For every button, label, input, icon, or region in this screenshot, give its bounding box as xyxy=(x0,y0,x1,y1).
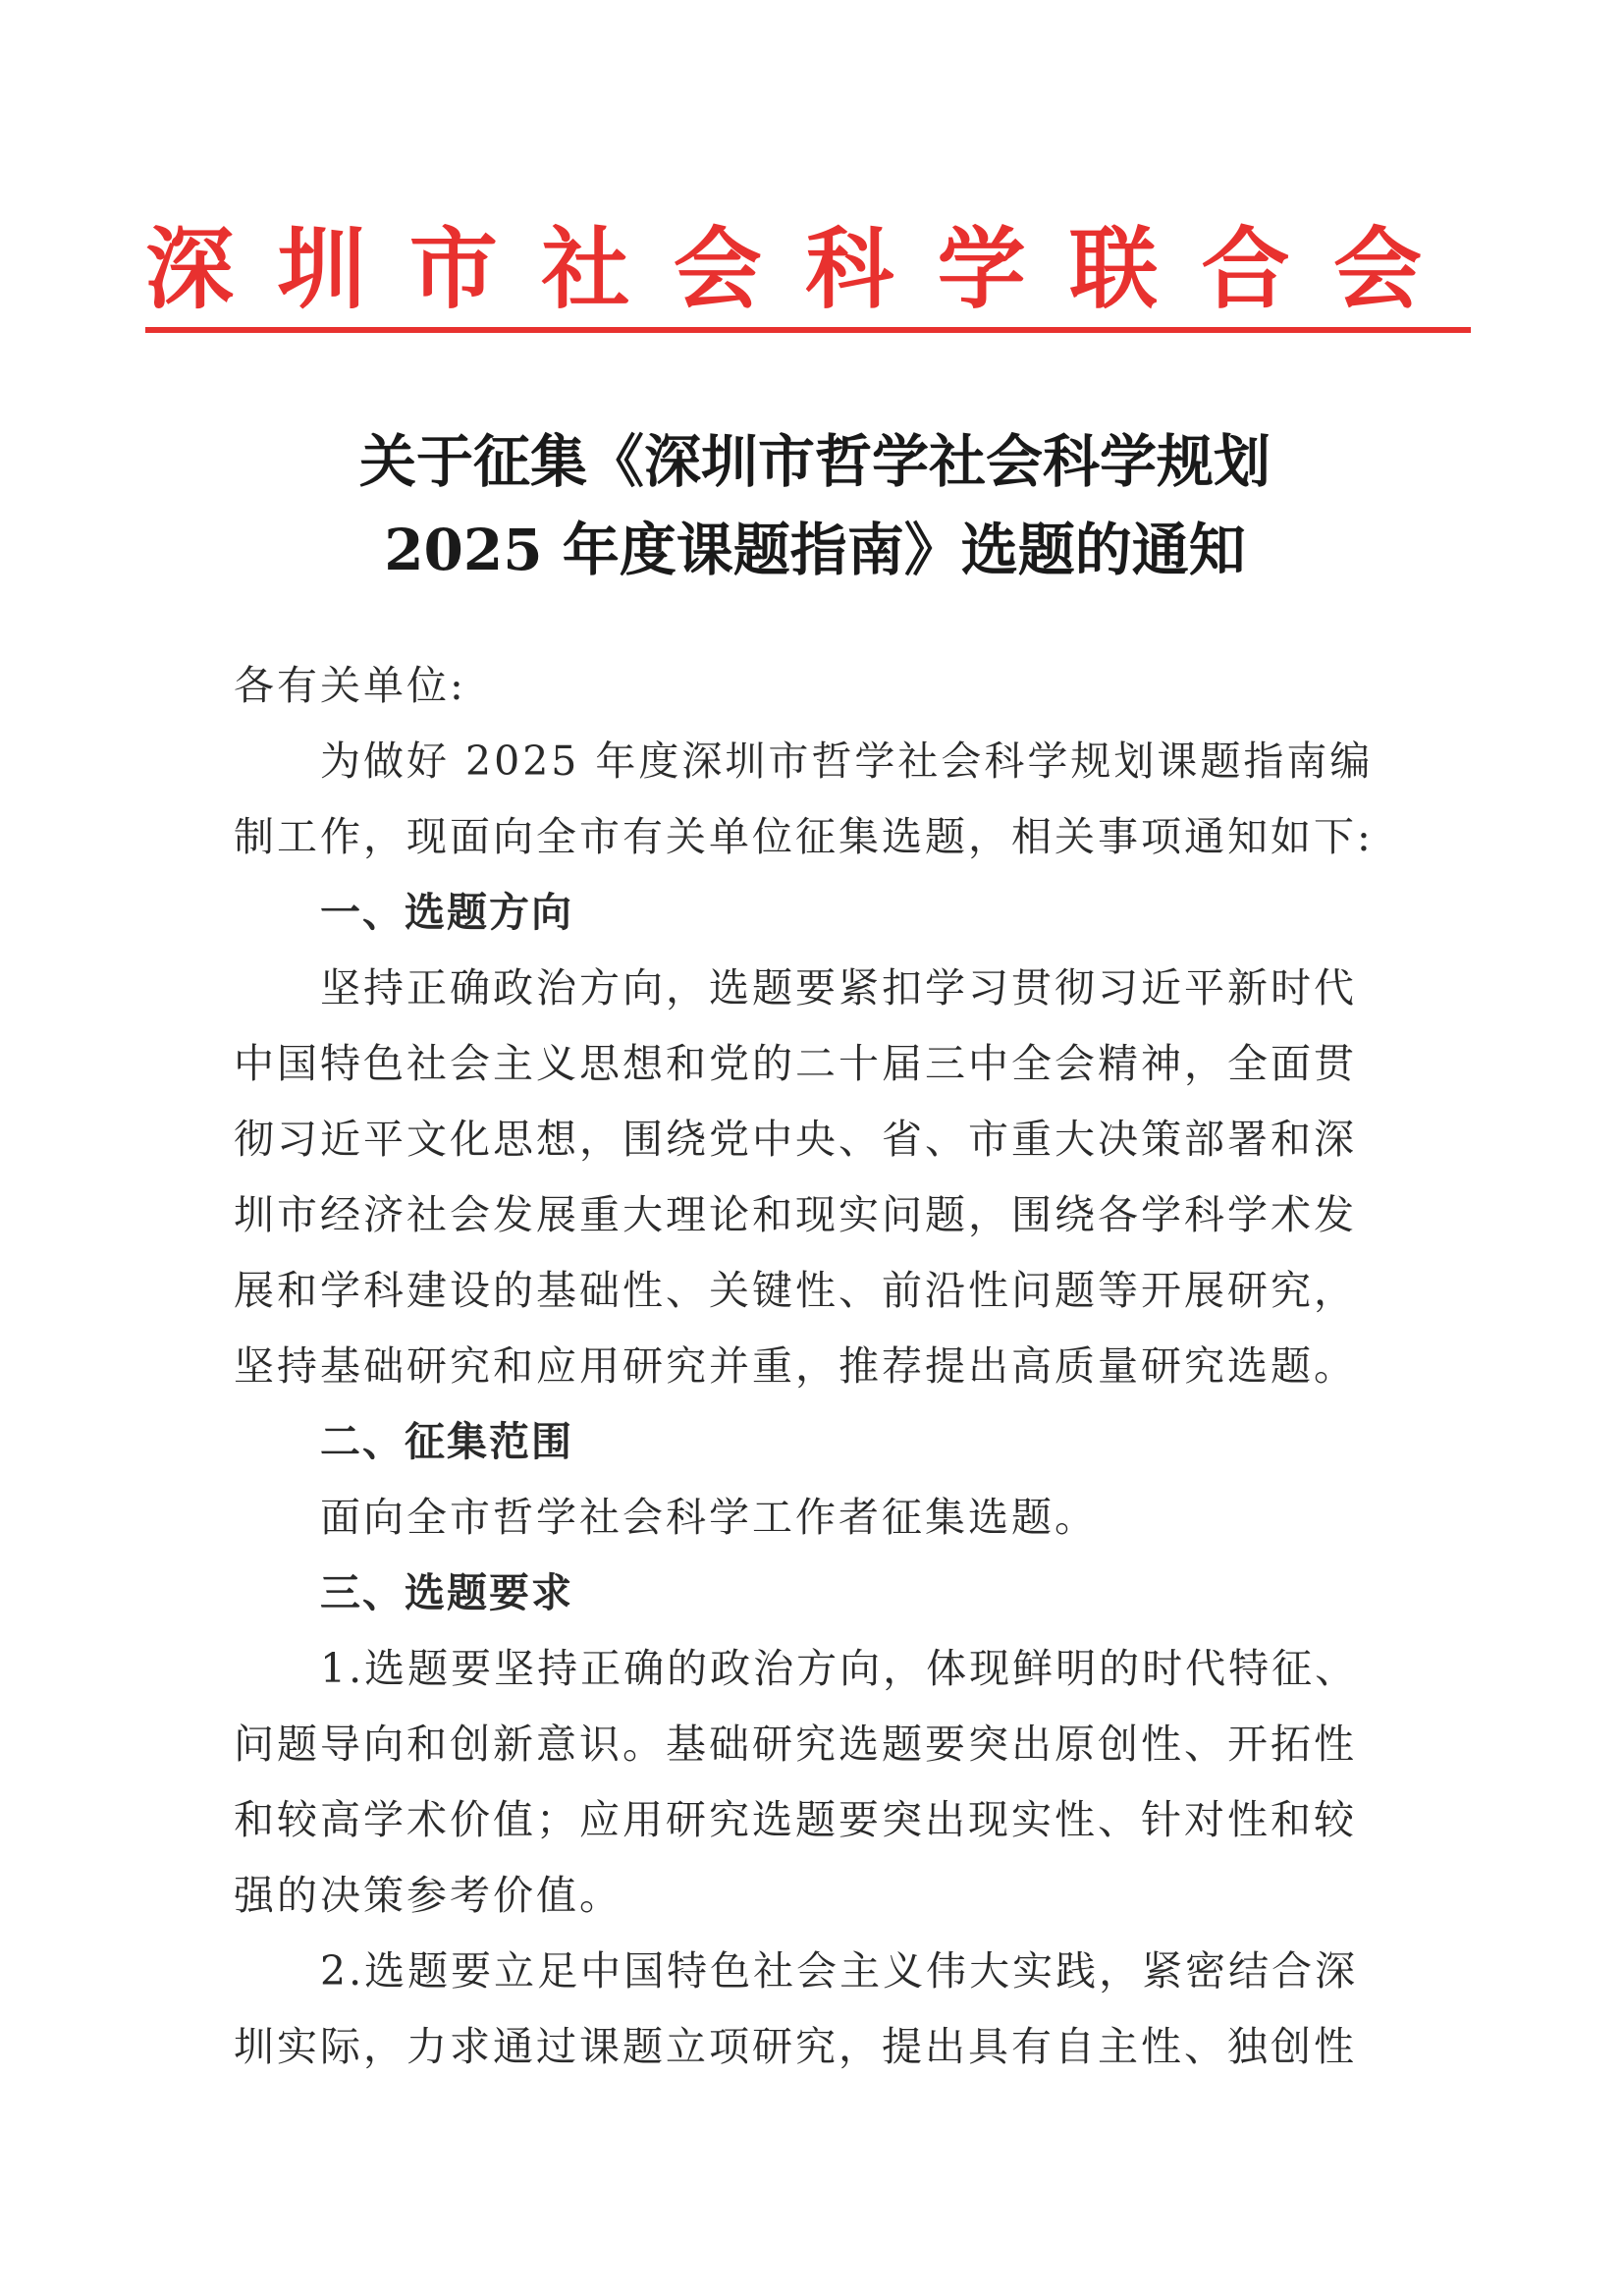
paragraph-line: 圳实际，力求通过课题立项研究，提出具有自主性、独创性 xyxy=(234,2023,1357,2070)
title-line-1: 关于征集《深圳市哲学社会科学规划 xyxy=(358,428,1271,495)
document-title xyxy=(157,417,1473,594)
salutation: 各有关单位: xyxy=(234,662,466,709)
paragraph-line: 和较高学术价值；应用研究选题要突出现实性、针对性和较 xyxy=(234,1796,1357,1843)
letterhead-char: 圳 xyxy=(277,218,366,321)
title-line-2: 2025 年度课题指南》选题的通知 xyxy=(384,517,1246,583)
section-heading: 一、选题方向 xyxy=(320,889,573,936)
paragraph-line: 彻习近平文化思想，围绕党中央、省、市重大决策部署和深 xyxy=(234,1116,1357,1163)
paragraph-line: 强的决策参考价值。 xyxy=(234,1872,622,1919)
letterhead-char: 深 xyxy=(145,218,234,321)
letterhead-char: 学 xyxy=(937,218,1026,321)
paragraph-line: 展和学科建设的基础性、关键性、前沿性问题等开展研究， xyxy=(234,1267,1357,1314)
paragraph-line: 问题导向和创新意识。基础研究选题要突出原创性、开拓性 xyxy=(234,1721,1357,1768)
paragraph-line: 1.选题要坚持正确的政治方向，体现鲜明的时代特征、 xyxy=(320,1645,1359,1692)
letterhead-char: 合 xyxy=(1201,218,1290,321)
letterhead-char: 市 xyxy=(408,218,498,321)
paragraph-line: 面向全市哲学社会科学工作者征集选题。 xyxy=(320,1494,1098,1541)
letterhead-org-name xyxy=(145,211,1422,329)
section-heading: 二、征集范围 xyxy=(320,1418,573,1465)
paragraph-line: 制工作，现面向全市有关单位征集选题，相关事项通知如下: xyxy=(234,813,1374,860)
paragraph-line: 圳市经济社会发展重大理论和现实问题，围绕各学科学术发 xyxy=(234,1191,1357,1238)
paragraph-line: 2.选题要立足中国特色社会主义伟大实践，紧密结合深 xyxy=(320,1947,1359,1995)
letterhead-char: 科 xyxy=(805,218,894,321)
letterhead-char: 会 xyxy=(673,218,762,321)
section-heading: 三、选题要求 xyxy=(320,1569,573,1616)
letterhead-divider xyxy=(145,327,1471,333)
letterhead-char: 社 xyxy=(541,218,630,321)
letterhead-char: 联 xyxy=(1069,218,1159,321)
letterhead-char: 会 xyxy=(1332,218,1422,321)
paragraph-line: 坚持基础研究和应用研究并重，推荐提出高质量研究选题。 xyxy=(234,1342,1357,1390)
paragraph-line: 中国特色社会主义思想和党的二十届三中全会精神，全面贯 xyxy=(234,1040,1357,1087)
document-body xyxy=(234,648,1373,2085)
paragraph-line: 坚持正确政治方向，选题要紧扣学习贯彻习近平新时代 xyxy=(320,964,1357,1011)
paragraph-line: 为做好 2025 年度深圳市哲学社会科学规划课题指南编 xyxy=(320,738,1374,785)
